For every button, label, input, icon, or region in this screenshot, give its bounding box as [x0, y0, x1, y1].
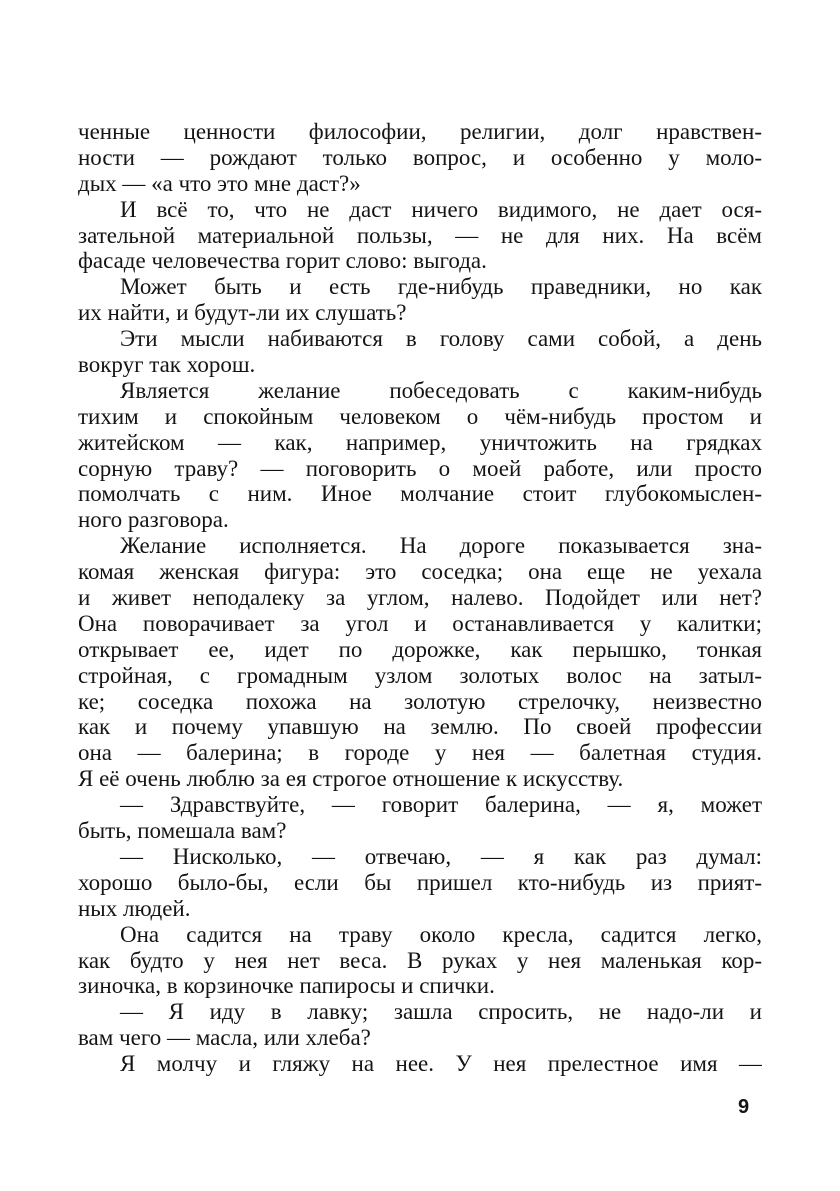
paragraph [78, 844, 762, 922]
paragraph [78, 922, 762, 1000]
paragraph [78, 326, 762, 378]
text-line: Эти мысли набиваются в голову сами собой, а день [120, 326, 762, 352]
paragraph [78, 792, 762, 844]
text-line: ности — рождают только вопрос, и особенно у моло- [78, 144, 762, 170]
text-line: открывает ее, идет по дорожке, как перышко, тонкая [78, 636, 762, 662]
text-line: стройная, с громадным узлом золотых волос на затыл- [78, 662, 762, 688]
text-line: вам чего — масла, или хлеба? [78, 1025, 371, 1051]
text-line: — Я иду в лавку; зашла спросить, не надо-ли и [120, 999, 762, 1025]
text-line: и живет неподалеку за углом, налево. Подойдет или нет? [78, 585, 762, 611]
text-line: ке; соседка похожа на золотую стрелочку, неизвестно [78, 688, 762, 714]
text-line: житейском — как, например, уничтожить на грядках [78, 429, 762, 455]
text-line: — Нисколько, — отвечаю, — я как раз думал: [120, 843, 762, 869]
text-line: она — балерина; в городе у нея — балетная студия. [78, 740, 762, 766]
text-line: зательной материальной пользы, — не для них. На всём [78, 222, 762, 248]
text-line: Я её очень люблю за ея строгое отношение к искусству. [78, 766, 624, 792]
paragraph [78, 533, 762, 792]
paragraph [78, 378, 762, 533]
text-line: быть, помешала вам? [78, 818, 287, 844]
paragraph [78, 197, 762, 275]
page-number: 9 [738, 1096, 750, 1118]
text-line: тихим и спокойным человеком о чём-нибудь простом и [78, 403, 762, 429]
text-line: дых — «а что это мне даст?» [78, 170, 361, 196]
text-line: зиночка, в корзиночке папиросы и спички. [78, 973, 495, 999]
text-line: сорную траву? — поговорить о моей работе, или просто [78, 455, 762, 481]
text-line: хорошо было-бы, если бы пришел кто-нибудь из прият- [78, 869, 762, 895]
text-line: ного разговора. [78, 507, 229, 533]
text-line: Может быть и есть где-нибудь праведники, но как [120, 274, 762, 300]
paragraph [78, 999, 762, 1051]
body-text [78, 119, 762, 1077]
text-line: их найти, и будут-ли их слушать? [78, 300, 407, 326]
text-line: вокруг так хорош. [78, 352, 256, 378]
text-line: — Здравствуйте, — говорит балерина, — я, может [120, 792, 762, 818]
text-line: Я молчу и гляжу на нее. У нея прелестное имя — [120, 1051, 762, 1077]
text-line: как будто у нея нет веса. В руках у нея маленькая кор- [78, 947, 762, 973]
paragraph [78, 274, 762, 326]
paragraph [78, 1051, 762, 1077]
text-line: И всё то, что не даст ничего видимого, не дает ося- [120, 196, 762, 222]
text-line: Желание исполняется. На дороге показывается зна- [120, 533, 762, 559]
text-line: ных людей. [78, 895, 191, 921]
text-line: комая женская фигура: это соседка; она еще не уехала [78, 559, 762, 585]
text-line: Она садится на траву около кресла, садится легко, [120, 921, 762, 947]
text-line: ченные ценности философии, религии, долг нравствен- [78, 119, 762, 144]
text-line: помолчать с ним. Иное молчание стоит глубокомыслен- [78, 481, 762, 507]
text-line: как и почему упавшую на землю. По своей профессии [78, 714, 762, 740]
paragraph [78, 119, 762, 197]
text-line: фасаде человечества горит слово: выгода. [78, 248, 487, 274]
text-line: Она поворачивает за угол и останавливается у калитки; [78, 610, 762, 636]
text-line: Является желание побеседовать с каким-нибудь [120, 377, 762, 403]
